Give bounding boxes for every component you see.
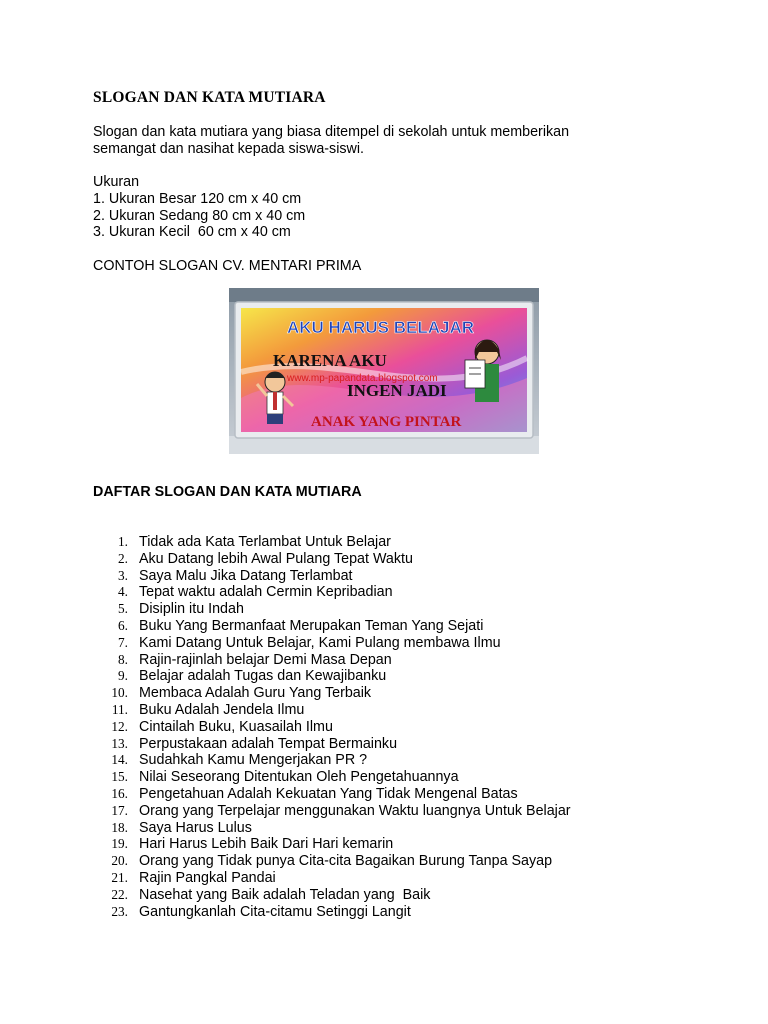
list-item-text: Saya Harus Lulus — [139, 819, 252, 836]
list-item-number-text: 12. — [111, 718, 128, 734]
list-item-text: Orang yang Tidak punya Cita-cita Bagaikan Burung Tanpa Sayap — [139, 853, 553, 870]
list-item-number-text: 1. — [118, 534, 128, 549]
page-title: SLOGAN DAN KATA MUTIARA — [93, 89, 326, 106]
example-label: CONTOH SLOGAN CV. MENTARI PRIMA — [93, 258, 362, 274]
list-item-text: Pengetahuan Adalah Kekuatan Yang Tidak Mengenal Batas — [139, 785, 518, 802]
size-item: 3. Ukuran Kecil 60 cm x 40 cm — [93, 224, 291, 241]
list-item-number-text: 3. — [118, 567, 128, 583]
list-item-text: Nasehat yang Baik adalah Teladan yang Baik — [139, 886, 431, 903]
list-item-text: Buku Yang Bermanfaat Merupakan Teman Yang Sejati — [139, 617, 484, 634]
list-item-text: Nilai Seseorang Ditentukan Oleh Pengetahuannya — [139, 769, 459, 786]
list-item-number-text: 9. — [118, 668, 128, 684]
slogan-sign-illustration — [229, 288, 539, 454]
list-item-number-text: 17. — [111, 802, 128, 818]
sign-text-line1: AKU HARUS BELAJAR — [287, 318, 475, 337]
list-item-text: Orang yang Terpelajar menggunakan Waktu luangnya Untuk Belajar — [139, 802, 571, 819]
watermark-text: www.mp-papandata.blogspot.com — [287, 373, 438, 384]
list-heading: DAFTAR SLOGAN DAN KATA MUTIARA — [93, 484, 362, 500]
list-item-number-text: 21. — [111, 869, 128, 885]
list-item-text: Buku Adalah Jendela Ilmu — [139, 701, 305, 718]
list-item-text: Membaca Adalah Guru Yang Terbaik — [139, 685, 372, 702]
list-item-text: Disiplin itu Indah — [139, 601, 244, 618]
sign-text-line3: INGEN JADI — [347, 381, 447, 400]
list-item-number-text: 14. — [111, 752, 128, 768]
intro-line: Slogan dan kata mutiara yang biasa ditempel di sekolah untuk memberikan — [93, 124, 570, 140]
list-item-text: Rajin-rajinlah belajar Demi Masa Depan — [139, 651, 392, 668]
list-item-number-text: 2. — [118, 550, 128, 566]
list-item-text: Cintailah Buku, Kuasailah Ilmu — [139, 718, 333, 735]
size-item: 1. Ukuran Besar 120 cm x 40 cm — [93, 190, 302, 207]
slogan-sign-image — [229, 288, 539, 454]
size-heading: Ukuran — [93, 174, 140, 190]
sign-text-line4: ANAK YANG PINTAR — [311, 414, 462, 430]
list-item-text: Hari Harus Lebih Baik Dari Hari kemarin — [139, 836, 394, 853]
list-item-text: Aku Datang lebih Awal Pulang Tepat Waktu — [139, 550, 413, 567]
list-item-number-text: 10. — [111, 685, 128, 701]
list-item-number-text: 18. — [111, 819, 128, 835]
list-item-text: Tidak ada Kata Terlambat Untuk Belajar — [139, 534, 391, 550]
size-item: 2. Ukuran Sedang 80 cm x 40 cm — [93, 207, 306, 224]
list-item-number-text: 23. — [111, 903, 128, 919]
list-item-text: Saya Malu Jika Datang Terlambat — [139, 567, 353, 584]
list-item-text: Kami Datang Untuk Belajar, Kami Pulang membawa Ilmu — [139, 634, 501, 651]
list-item-number-text: 11. — [111, 701, 128, 717]
list-item-text: Rajin Pangkal Pandai — [139, 869, 276, 886]
list-item-number-text: 7. — [118, 634, 128, 650]
list-item-number-text: 19. — [111, 836, 128, 852]
list-item-text: Perpustakaan adalah Tempat Bermainku — [139, 735, 398, 752]
list-item-text: Gantungkanlah Cita-citamu Setinggi Langit — [139, 903, 411, 920]
list-item-number-text: 5. — [118, 601, 128, 617]
list-item-number-text: 6. — [118, 617, 128, 633]
size-list — [93, 174, 305, 241]
list-item-text: Sudahkah Kamu Mengerjakan PR ? — [139, 752, 368, 769]
list-item-number-text: 13. — [111, 735, 128, 751]
list-item-number-text: 8. — [118, 651, 128, 667]
list-item-number-text: 4. — [118, 584, 128, 600]
list-item-number-text: 15. — [111, 769, 128, 785]
list-item-number-text: 20. — [111, 853, 128, 869]
intro-paragraph — [93, 124, 569, 158]
list-item-number-text: 22. — [111, 886, 128, 902]
intro-line: semangat dan nasihat kepada siswa-siswi. — [93, 140, 364, 157]
list-item-text: Belajar adalah Tugas dan Kewajibanku — [139, 668, 387, 685]
sign-text-line2: KARENA AKU — [273, 351, 387, 370]
list-item-text: Tepat waktu adalah Cermin Kepribadian — [139, 584, 393, 601]
list-item-number-text: 16. — [111, 785, 128, 801]
